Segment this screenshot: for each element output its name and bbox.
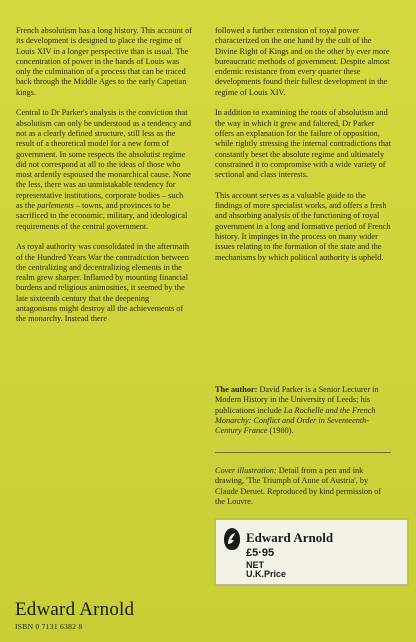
blurb-text: Central to Dr Parker's analysis is the conviction that absolutism can only be understood as a tendency and not as a clearly defined structure, still less as the result of a theoretical model for a new form of government. In some respects the absolutist regime did not correspond at all to the ideas of those who most ardently espoused the monarchical cause. None the less, there was an unmistakable tendency for representative institutions, corporate bodies – such as the [16, 108, 192, 211]
cover-illustration-label: Cover illustration: [215, 466, 277, 475]
blurb-paragraph: French absolutism has a long history. This account of its development is designed to place the regime of Louis XIV in a longer perspective than is usual. The concentration of power in the hands of Louis was only the culmination of a process that can be traced back through the Middle Ages to the early Capetian kings. [16, 26, 192, 97]
author-text: David Parker is a Senior Lecturer in Modern History in the University of Leeds; his publications include [215, 385, 379, 415]
author-text: (1980). [267, 426, 294, 436]
parlements-term: parlements [37, 201, 74, 211]
divider [215, 452, 391, 453]
blurb-left-column [16, 26, 192, 325]
cover-illustration-credit [215, 466, 391, 507]
blurb-paragraph: followed a further extension of royal power characterized on the one hand by the cult of the Divine Right of Kings and on the other by ever more bureaucratic methods of government. Despite almost endemic resistance from every quarter these developments found their fullest development in the regime of Louis XIV. [215, 26, 390, 97]
price-sticker [215, 519, 408, 585]
cover-illustration-text: Detail from a pen and ink drawing, 'The Triumph of Anne of Austria', by Claude Deruet. Reproduced by kind permission of the Louvre. [215, 466, 382, 506]
sticker-brand: Edward Arnold [246, 530, 334, 545]
price-value: £5·95 [246, 547, 275, 559]
blurb-paragraph: As royal authority was consolidated in the aftermath of the Hundred Years War the contradiction between the centralizing and decentralizing elements in the realm grew sharper. Inflamed by mounting financial burdens and religious animosities, it seemed by the late sixteenth century that the deepening antagonisms might destroy all the achievements of the monarchy. Instead there [16, 242, 189, 324]
net-price-label [246, 561, 286, 579]
blurb-paragraph [16, 108, 192, 232]
blurb-paragraph: In addition to examining the roots of absolutism and the way in which it grew and faltered, Dr Parker offers an explanation for the failure of opposition, while rightly stressing the internal contradictions that constantly beset the absolute regime and ultimately constrained it to compromise with a wide variety of sectional and class interests. [215, 108, 391, 180]
blurb-text: – towns, and provinces to be sacrificed to the economic, military, and ideological requirements of the central government. [16, 201, 188, 231]
blurb-right-column [215, 26, 391, 273]
publisher-logo-icon [224, 528, 240, 550]
author-bio [215, 385, 391, 436]
book-title: La Rochelle and the French Monarchy: Conflict and Order in Seventeenth-Century France [215, 405, 376, 436]
author-label: The author: [215, 385, 258, 394]
publisher-name: Edward Arnold [15, 599, 135, 620]
uk-price-text: U.K.Price [246, 569, 287, 579]
isbn: ISBN 0 7131 6382 8 [15, 622, 83, 631]
blurb-paragraph: This account serves as a valuable guide to the findings of more specialist works, and offers a fresh and absorbing analysis of the functioning of royal government in a long and formative period of French history. It impinges in the process on many wider issues relating to the formation of the state and the mechanisms by which political authority is upheld. [215, 190, 391, 262]
net-text: NET [246, 560, 264, 570]
